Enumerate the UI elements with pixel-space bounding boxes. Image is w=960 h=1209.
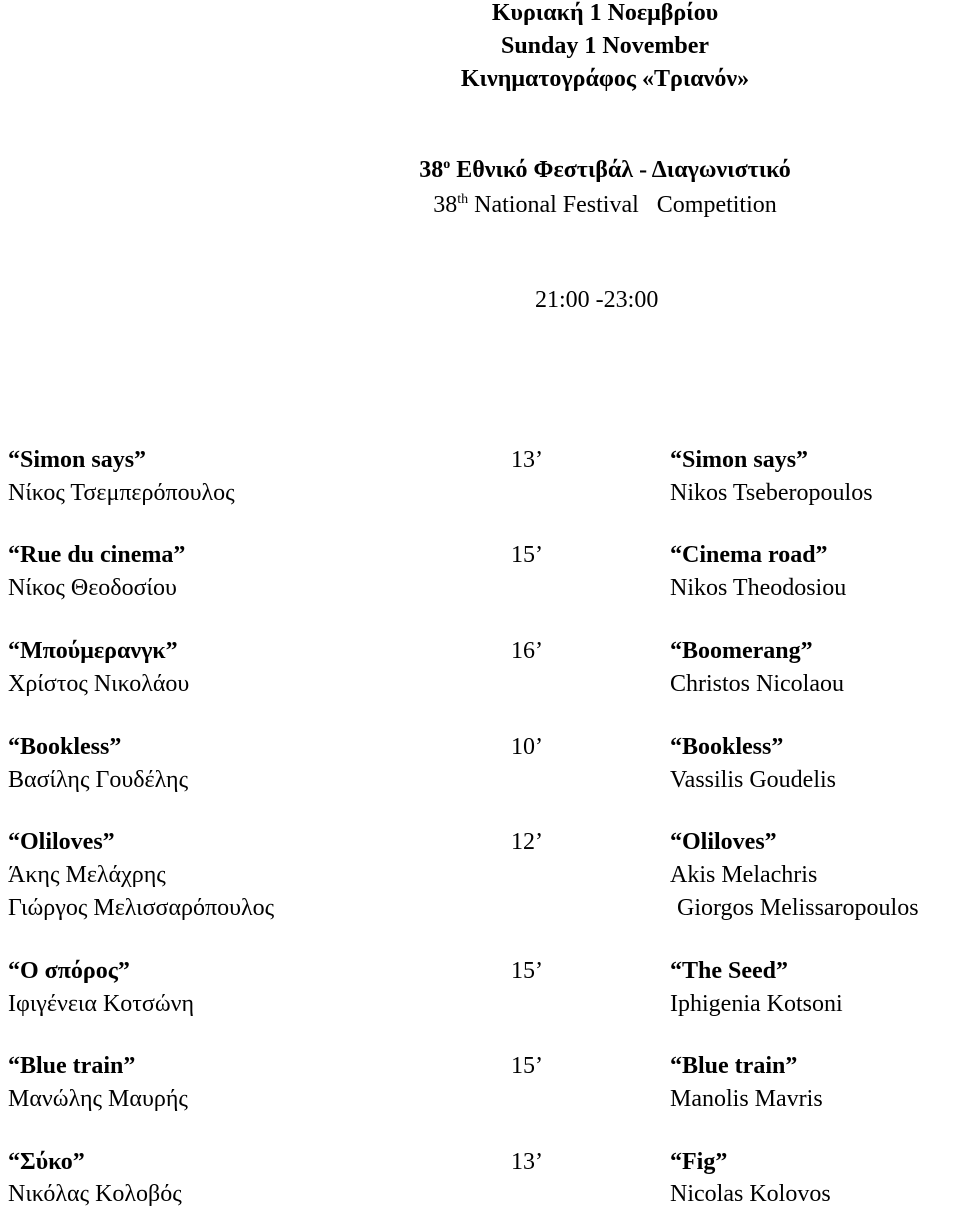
film-title-english: “Simon says” [670, 447, 809, 473]
festival-number-greek: 38 [419, 157, 444, 183]
festival-ordinal-greek: ο [443, 157, 451, 172]
film-title-greek: “Ο σπόρος” [8, 958, 130, 984]
film-title-greek: “Μπούμερανγκ” [8, 638, 178, 664]
director-greek: Χρίστος Νικολάου [8, 671, 190, 697]
film-title-english: “Blue train” [670, 1053, 798, 1079]
director-english-2: Giorgos Melissaropoulos [677, 895, 919, 921]
director-greek: Άκης Μελάχρης [8, 862, 166, 888]
film-title-greek: “Blue train” [8, 1053, 136, 1079]
film-duration: 13’ [511, 447, 543, 473]
director-greek: Μανώλης Μαυρής [8, 1086, 188, 1112]
film-title-english: “Boomerang” [670, 638, 813, 664]
director-english: Christos Nicolaou [670, 671, 844, 697]
screening-time: 21:00 -23:00 [535, 287, 659, 313]
festival-number-english: 38 [433, 192, 458, 218]
director-english: Nikos Tseberopoulos [670, 480, 873, 506]
festival-ordinal-english: th [457, 192, 469, 207]
film-title-greek: “Σύκο” [8, 1149, 85, 1175]
festival-title-english [0, 192, 960, 219]
director-greek: Ιφιγένεια Κοτσώνη [8, 991, 195, 1017]
festival-name-english: National Festival Competition [474, 192, 777, 218]
director-english: Vassilis Goudelis [670, 767, 837, 793]
director-greek: Νίκος Θεοδοσίου [8, 575, 177, 601]
director-english: Akis Melachris [670, 862, 818, 888]
film-duration: 15’ [511, 542, 543, 568]
director-greek: Βασίλης Γουδέλης [8, 767, 189, 793]
film-duration: 16’ [511, 638, 543, 664]
director-english: Nikos Theodosiou [670, 575, 847, 601]
date-english: Sunday 1 November [500, 33, 710, 59]
film-duration: 13’ [511, 1149, 543, 1175]
film-title-greek: “Oliloves” [8, 829, 115, 855]
director-greek-2: Γιώργος Μελισσαρόπουλος [8, 895, 275, 921]
date-greek: Κυριακή 1 Νοεμβρίου [491, 0, 719, 26]
film-title-english: “Bookless” [670, 734, 784, 760]
festival-title-greek [0, 157, 960, 184]
film-duration: 12’ [511, 829, 543, 855]
director-english: Nicolas Kolovos [670, 1181, 831, 1207]
director-greek: Νίκος Τσεμπερόπουλος [8, 480, 235, 506]
film-duration: 10’ [511, 734, 543, 760]
film-duration: 15’ [511, 1053, 543, 1079]
film-title-greek: “Bookless” [8, 734, 122, 760]
venue: Κινηματογράφος «Τριανόν» [460, 66, 750, 92]
film-title-greek: “Simon says” [8, 447, 147, 473]
director-english: Iphigenia Kotsoni [670, 991, 843, 1017]
film-title-english: “Fig” [670, 1149, 728, 1175]
film-duration: 15’ [511, 958, 543, 984]
film-title-english: “Oliloves” [670, 829, 777, 855]
festival-name-greek: Εθνικό Φεστιβάλ - Διαγωνιστικό [456, 157, 791, 183]
director-greek: Νικόλας Κολοβός [8, 1181, 182, 1207]
film-title-english: “Cinema road” [670, 542, 828, 568]
film-title-english: “The Seed” [670, 958, 789, 984]
director-english: Manolis Mavris [670, 1086, 823, 1112]
film-title-greek: “Rue du cinema” [8, 542, 186, 568]
